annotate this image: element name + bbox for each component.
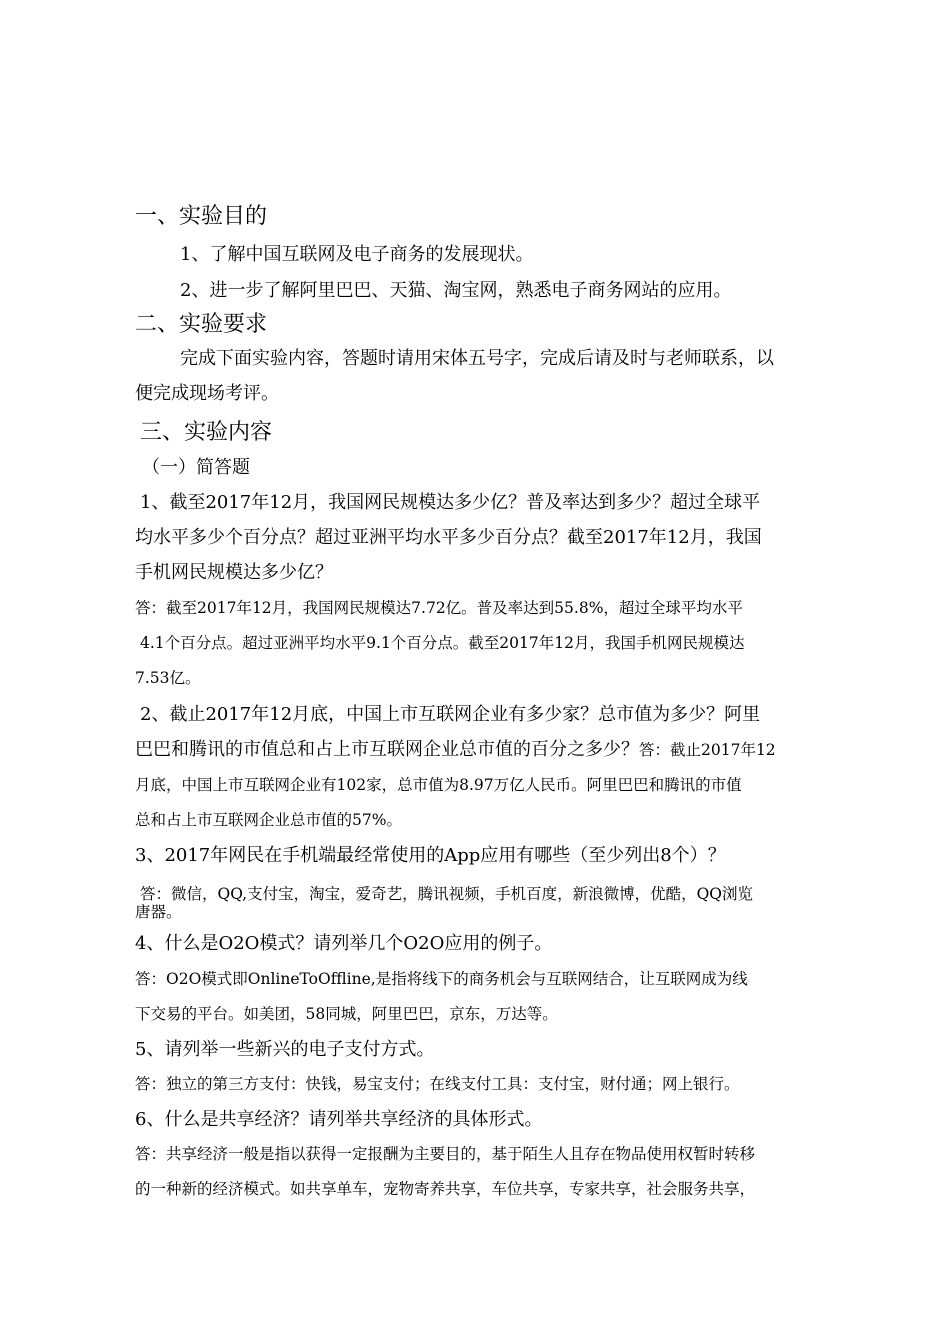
q5-question: 5、请列举一些新兴的电子支付方式。 — [135, 1039, 435, 1060]
q2-question-line-1: 2、截止2017年12月底，中国上市互联网企业有多少家？总市值为多少？阿里 — [140, 704, 761, 725]
q1-answer-line-2: 4.1个百分点。超过亚洲平均水平9.1个百分点。截至2017年12月，我国手机网民规模达 — [140, 634, 745, 652]
q2-answer-line-2: 总和占上市互联网企业总市值的57%。 — [135, 811, 402, 829]
requirements-line-1: 完成下面实验内容，答题时请用宋体五号字，完成后请及时与老师联系，以 — [180, 348, 774, 369]
section-heading-content: 三、实验内容 — [140, 420, 273, 445]
purpose-item-2: 2、进一步了解阿里巴巴、天猫、淘宝网，熟悉电子商务网站的应用。 — [180, 280, 732, 301]
q3-answer-line-2: 唐器。 — [135, 903, 182, 921]
subheading-short-answer: （一）简答题 — [142, 457, 250, 478]
section-heading-requirements: 二、实验要求 — [135, 312, 268, 337]
q3-answer-line-1: 答：微信，QQ,支付宝，淘宝，爱奇艺，腾讯视频，手机百度，新浪微博，优酷，QQ浏览 — [140, 885, 753, 903]
q4-answer-line-2: 下交易的平台。如美团，58同城，阿里巴巴，京东，万达等。 — [135, 1005, 558, 1023]
q2-question-line-2-text: 巴巴和腾讯的市值总和占上市互联网企业总市值的百分之多少？ — [135, 739, 639, 760]
q1-question-line-1: 1、截至2017年12月，我国网民规模达多少亿？普及率达到多少？超过全球平 — [140, 492, 761, 513]
q1-answer-line-3: 7.53亿。 — [135, 669, 201, 687]
requirements-line-2: 便完成现场考评。 — [135, 383, 279, 404]
q1-question-line-3: 手机网民规模达多少亿？ — [135, 562, 333, 583]
q1-answer-line-1: 答：截至2017年12月，我国网民规模达7.72亿。普及率达到55.8%，超过全球平均水平 — [135, 599, 743, 617]
purpose-item-1: 1、了解中国互联网及电子商务的发展现状。 — [180, 244, 534, 265]
q3-question: 3、2017年网民在手机端最经常使用的App应用有哪些（至少列出8个）？ — [135, 845, 726, 866]
q4-question: 4、什么是O2O模式？请列举几个O2O应用的例子。 — [135, 933, 553, 954]
q2-question-line-2 — [135, 741, 776, 759]
q6-answer-line-1: 答：共享经济一般是指以获得一定报酬为主要目的，基于陌生人且存在物品使用权暂时转移 — [135, 1145, 756, 1163]
q6-question: 6、什么是共享经济？请列举共享经济的具体形式。 — [135, 1109, 543, 1130]
q4-answer-line-1: 答：O2O模式即OnlineToOffline,是指将线下的商务机会与互联网结合，让互联网成为线 — [135, 970, 748, 988]
q6-answer-line-2: 的一种新的经济模式。如共享单车，宠物寄养共享，车位共享，专家共享，社会服务共享， — [135, 1180, 756, 1198]
section-heading-purpose: 一、实验目的 — [135, 204, 268, 229]
q2-answer-line-1: 月底，中国上市互联网企业有102家，总市值为8.97万亿人民币。阿里巴巴和腾讯的市值 — [135, 776, 742, 794]
q5-answer: 答：独立的第三方支付：快钱，易宝支付；在线支付工具：支付宝，财付通；网上银行。 — [135, 1075, 740, 1093]
q2-answer-inline: 答：截止2017年12 — [639, 741, 776, 759]
q1-question-line-2: 均水平多少个百分点？超过亚洲平均水平多少百分点？截至2017年12月，我国 — [135, 527, 762, 548]
